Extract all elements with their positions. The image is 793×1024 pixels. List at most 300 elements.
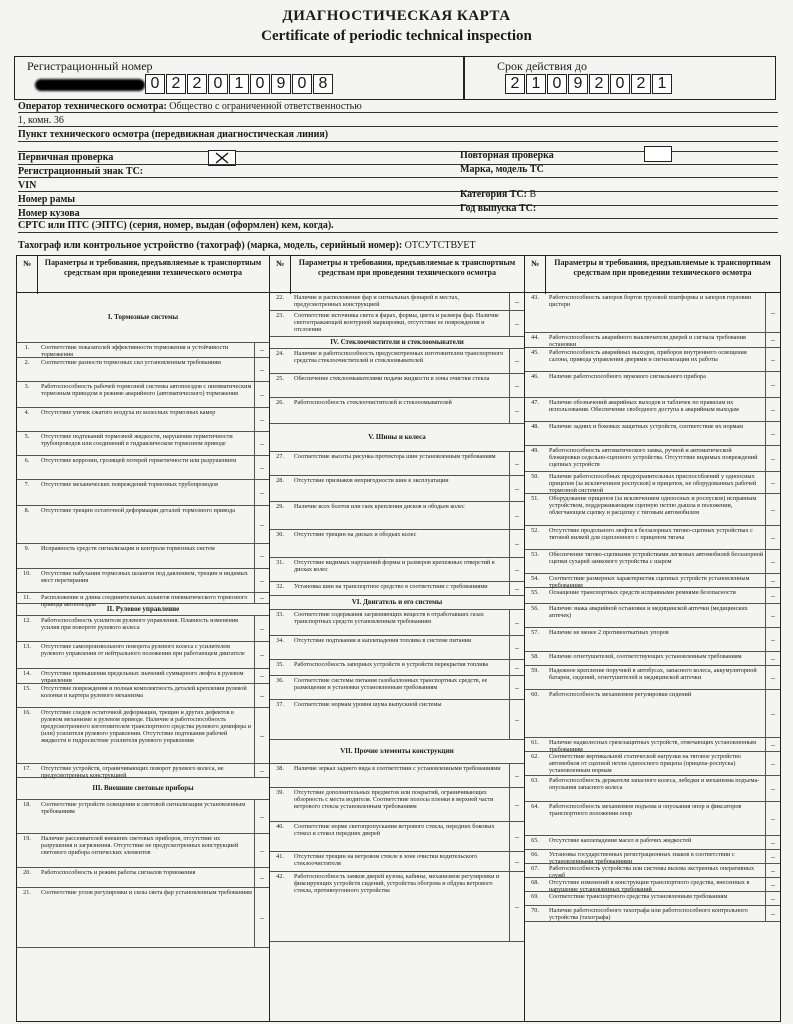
validity-digit: 9	[568, 74, 588, 94]
table-row	[525, 738, 780, 752]
row-mark: –	[509, 349, 524, 373]
validity-digit: 1	[652, 74, 672, 94]
row-number: 40.	[276, 823, 284, 830]
row-number: 7.	[24, 481, 30, 488]
row-mark: –	[509, 700, 524, 739]
row-number: 22.	[276, 294, 284, 301]
row-mark: –	[509, 582, 524, 595]
inspection-point-underline	[18, 141, 778, 142]
repeat-check-checkbox[interactable]	[644, 146, 672, 162]
row-number: 37.	[276, 701, 284, 708]
row-mark: –	[765, 864, 780, 877]
row-mark: –	[765, 666, 780, 689]
tachograph-label-text: Тахограф или контрольное устройство (тахограф) (марка, модель, серийный номер):	[18, 240, 403, 251]
table-row	[525, 604, 780, 628]
table-row	[270, 502, 524, 530]
row-requirement: Соответствие норме светопропускания ветрового стекла, передних боковых стекол и стекол передних дверей	[294, 823, 495, 837]
row-requirement: Наличие обозначений аварийных выходов и табличек по правилам их использования. Обеспечение свободного доступа к аварийным выходам	[549, 399, 739, 413]
table-row	[270, 582, 524, 596]
row-number: 58.	[531, 653, 539, 660]
row-number: 27.	[276, 453, 284, 460]
table-row	[525, 690, 780, 738]
row-requirement: Отсутствие продольного люфта в беззазорных тягово-сцепных устройствах с тяговой вилкой для сцепленного с прицепом тягача	[549, 527, 753, 541]
row-number: 13.	[23, 643, 31, 650]
table-row	[17, 868, 269, 888]
table-row	[270, 764, 524, 788]
validity-digit: 2	[631, 74, 651, 94]
table-row	[17, 506, 269, 544]
table-row	[270, 676, 524, 700]
row-line-4	[18, 205, 778, 206]
row-requirement: Соответствие транспортного средства установленным требованиям	[549, 893, 728, 900]
table-row	[270, 349, 524, 374]
row-requirement: Работоспособность аварийного выключателя дверей и сигнала требования остановки	[549, 334, 746, 348]
row-requirement: Наличие работоспособного тахографа или работоспособного контрольного устройства (тахографа)	[549, 907, 748, 921]
operator-value: Общество с ограниченной ответственностью	[169, 101, 362, 112]
row-mark: –	[254, 358, 269, 381]
table-row	[525, 628, 780, 652]
row-requirement: Оснащение транспортных средств исправными ремнями безопасности	[549, 589, 736, 596]
row-number: 17.	[23, 765, 31, 772]
section-heading: V. Шины и колеса	[270, 424, 524, 452]
row-number: 23.	[276, 312, 284, 319]
row-requirement: Работоспособность стеклоочистителей и стеклоомывателей	[294, 399, 452, 406]
row-number: 11.	[23, 594, 31, 601]
row-number: 48.	[531, 423, 539, 430]
row-mark: –	[254, 616, 269, 641]
row-number: 38.	[276, 765, 284, 772]
table-row	[270, 452, 524, 476]
row-requirement: Отсутствие коррозии, грозящей потерей герметичности или разрушением	[41, 457, 237, 464]
row-number: 31.	[276, 559, 284, 566]
table-column-2	[270, 256, 525, 1021]
table-row	[525, 550, 780, 574]
header-text: Параметры и требования, предъявляемые к транспортным средствам при проведении технического осмотра	[554, 258, 771, 277]
row-mark: –	[509, 764, 524, 787]
row-requirement: Работоспособность замков дверей кузова, кабины, механизмов регулировки и фиксирующих устройств сидений, устройства обогрева и обдува ветрового стекла, противоугонного устройства	[294, 873, 500, 894]
row-requirement: Установка шин на транспортное средство в соответствии с требованиями	[294, 583, 488, 590]
row-requirement: Отсутствие подтеканий тормозной жидкости, нарушения герметичности трубопроводов или соединений в гидравлическом тормозном приводе	[41, 433, 233, 447]
section-heading: II. Рулевое управление	[17, 604, 269, 616]
row-number: 35.	[276, 661, 284, 668]
make-model-label: Марка, модель ТС	[460, 164, 544, 175]
row-number: 1.	[24, 344, 30, 351]
row-mark: –	[509, 676, 524, 699]
registration-digit: 2	[166, 74, 186, 94]
row-mark: –	[254, 764, 269, 777]
row-requirement: Соответствие показателей эффективности торможения и устойчивости торможения	[41, 344, 229, 358]
registration-digit: 8	[313, 74, 333, 94]
row-number: 21.	[23, 889, 31, 896]
row-mark: –	[254, 669, 269, 683]
table-row	[17, 708, 269, 764]
row-number: 51.	[531, 495, 539, 502]
table-row	[525, 293, 780, 333]
registration-digit: 1	[229, 74, 249, 94]
row-mark: –	[509, 788, 524, 821]
category-label	[460, 189, 536, 200]
row-number: 57.	[531, 629, 539, 636]
table-row	[525, 836, 780, 850]
row-mark: –	[765, 776, 780, 801]
row-mark: –	[509, 872, 524, 941]
redaction-mark	[35, 79, 145, 91]
row-mark: –	[765, 422, 780, 445]
row-number: 65.	[531, 837, 539, 844]
row-number: 33.	[276, 611, 284, 618]
registration-digit: 2	[187, 74, 207, 94]
row-requirement: Наличие знака аварийной остановки и медицинской аптечки (медицинских аптечек)	[549, 605, 748, 619]
table-row	[525, 802, 780, 836]
operator-underline	[18, 112, 778, 113]
row-number: 12.	[23, 617, 31, 624]
row-mark: –	[765, 850, 780, 863]
table-row	[525, 446, 780, 472]
row-requirement: Наличие рассеивателей внешних световых приборов, отсутствие их разрушения и загрязнения. Отсутствие не предусмотренных конструкцией светового прибора оптических элементов	[41, 835, 239, 856]
row-number: 53.	[531, 551, 539, 558]
row-mark: –	[509, 530, 524, 557]
table-row	[17, 616, 269, 642]
table-row	[270, 822, 524, 852]
table-header	[525, 256, 780, 293]
row-mark: –	[509, 293, 524, 310]
row-mark: –	[254, 708, 269, 763]
row-number: 36.	[276, 677, 284, 684]
row-mark: –	[254, 544, 269, 568]
document-title: ДИАГНОСТИЧЕСКАЯ КАРТА	[282, 8, 511, 24]
table-header	[270, 256, 524, 293]
table-row	[525, 752, 780, 776]
row-requirement: Соответствие устройств освещения и световой сигнализации установленным требованиям	[41, 801, 246, 815]
table-row	[525, 398, 780, 422]
row-mark: –	[765, 738, 780, 751]
row-requirement: Установка государственных регистрационных знаков в соответствии с установленными требованиями	[549, 851, 735, 865]
row-mark: –	[509, 636, 524, 659]
table-row	[525, 892, 780, 906]
row-number: 46.	[531, 373, 539, 380]
row-requirement: Отсутствие каплепадения масел и рабочих жидкостей	[549, 837, 692, 844]
section-heading: IV. Стеклоочистители и стеклоомыватели	[270, 337, 524, 349]
row-number: 60.	[531, 691, 539, 698]
table-row	[270, 872, 524, 942]
category-value: В	[529, 189, 537, 200]
table-row	[525, 526, 780, 550]
row-requirement: Отсутствие самопроизвольного поворота рулевого колеса с усилителем рулевого управления от нейтрального положения при работающем двигателе	[41, 643, 245, 657]
category-label-text: Категория ТС:	[460, 189, 527, 200]
inspection-point-label: Пункт технического осмотра (передвижная диагностическая линия)	[18, 129, 329, 140]
row-mark: –	[509, 476, 524, 501]
table-row	[525, 494, 780, 526]
row-mark: –	[509, 398, 524, 423]
row-mark: –	[765, 802, 780, 835]
table-row	[525, 372, 780, 398]
row-requirement: Отсутствие видимых нарушений формы и размеров крепежных отверстий в дисках колес	[294, 559, 495, 573]
row-mark: –	[765, 836, 780, 849]
table-row	[270, 660, 524, 676]
registration-digit: 0	[292, 74, 312, 94]
row-number: 9.	[24, 545, 30, 552]
table-row	[17, 669, 269, 684]
row-requirement: Соответствие системы питания газобаллонных транспортных средств, ее размещения и установки установленным требованиям	[294, 677, 488, 691]
table-column-1	[17, 256, 270, 1021]
row-number: 68.	[531, 879, 539, 886]
row-mark: –	[509, 558, 524, 581]
row-number: 62.	[531, 753, 539, 760]
row-number: 16.	[23, 709, 31, 716]
row-requirement: Наличие не менее 2 противооткатных упоров	[549, 629, 669, 636]
row-mark: –	[765, 446, 780, 471]
row-requirement: Соответствие высоты рисунка протектора шин установленным требованиям	[294, 453, 496, 460]
row-number: 18.	[23, 801, 31, 808]
vin-label: VIN	[18, 180, 37, 191]
row-number: 64.	[531, 803, 539, 810]
row-mark: –	[509, 610, 524, 635]
operator-row	[18, 101, 362, 112]
row-number: 49.	[531, 447, 539, 454]
registration-number-box	[14, 56, 464, 100]
row-requirement: Надежное крепление поручней в автобусах, запасного колеса, аккумуляторной батареи, сидений, огнетушителей и медицинской аптечки	[549, 667, 757, 681]
row-mark: –	[509, 822, 524, 851]
row-requirement: Соответствие нормам уровня шума выпускной системы	[294, 701, 442, 708]
row-requirement: Работоспособность запоров бортов грузовой платформы и запоров горловин цистерн	[549, 294, 752, 308]
row-requirement: Отсутствие трещин на ветровом стекле в зоне очистки водительского стеклоочистителя	[294, 853, 478, 867]
row-number: 10.	[23, 570, 31, 577]
row-requirement: Отсутствие механических повреждений тормозных трубопроводов	[41, 481, 219, 488]
registration-number-label: Регистрационный номер	[27, 59, 153, 73]
table-row	[270, 374, 524, 398]
row-mark: –	[765, 574, 780, 587]
row-mark: –	[765, 526, 780, 549]
row-mark: –	[254, 506, 269, 543]
row-number: 15.	[23, 685, 31, 692]
row-number: 4.	[24, 409, 30, 416]
section-heading: I. Тормозные системы	[17, 293, 269, 343]
body-label: Номер кузова	[18, 208, 80, 219]
section-heading: III. Внешние световые приборы	[17, 778, 269, 800]
row-requirement: Отсутствие изменений в конструкции транспортного средства, внесенных в нарушение установленных требований	[549, 879, 750, 893]
row-number: 47.	[531, 399, 539, 406]
row-requirement: Отсутствие набухания тормозных шлангов под давлением, трещин и видимых мест перетирания	[41, 570, 248, 584]
row-number: 39.	[276, 789, 284, 796]
row-number: 32.	[276, 583, 284, 590]
row-number: 54.	[531, 575, 539, 582]
table-row	[17, 358, 269, 382]
header-text: Параметры и требования, предъявляемые к транспортным средствам при проведении технического осмотра	[44, 258, 262, 277]
row-requirement: Работоспособность усилителя рулевого управления. Плавность изменения усилия при повороте рулевого колеса	[41, 617, 238, 631]
tachograph-value: ОТСУТСТВУЕТ	[404, 240, 476, 251]
row-line-3	[18, 191, 778, 192]
row-requirement: Исправность средств сигнализации и контроля тормозных систем	[41, 545, 215, 552]
row-number: 30.	[276, 531, 284, 538]
tachograph-label	[18, 240, 476, 251]
row-number: 34.	[276, 637, 284, 644]
table-row	[17, 544, 269, 569]
row-requirement: Наличие работоспособных предохранительных приспособлений у одноосных прицепов (за исключением роспусков) и прицепов, не оборудованных рабочей тормозной системой	[549, 473, 757, 494]
row-number: 69.	[531, 893, 539, 900]
row-mark: –	[765, 604, 780, 627]
row-mark: –	[509, 452, 524, 475]
table-row	[17, 593, 269, 608]
row-mark: –	[254, 593, 269, 603]
row-mark: –	[254, 642, 269, 668]
primary-check-label: Первичная проверка	[18, 152, 114, 163]
validity-digit: 0	[610, 74, 630, 94]
table-row	[525, 878, 780, 892]
row-requirement: Работоспособность аварийных выходов, приборов внутреннего освещения салона, привода управления дверями и сигнализации их работы	[549, 349, 747, 363]
table-row	[270, 311, 524, 337]
section-heading: VII. Прочие элементы конструкции	[270, 740, 524, 764]
row-requirement: Работоспособность механизмов регулировки сидений	[549, 691, 692, 698]
row-requirement: Отсутствие устройств, ограничивающих поворот рулевого колеса, не предусмотренных конструкцией	[41, 765, 224, 779]
frame-label: Номер рамы	[18, 194, 76, 205]
row-mark: –	[254, 800, 269, 833]
header-number: №	[525, 256, 546, 294]
table-row	[525, 906, 780, 922]
table-row	[270, 530, 524, 558]
row-mark: –	[254, 432, 269, 455]
row-number: 3.	[24, 383, 30, 390]
row-mark: –	[254, 343, 269, 357]
row-requirement: Работоспособность устройства или системы вызова экстренных оперативных служб	[549, 865, 755, 879]
row-requirement: Наличие зеркал заднего вида в соответствии с установленными требованиями	[294, 765, 501, 772]
row-mark: –	[765, 652, 780, 665]
row-number: 56.	[531, 605, 539, 612]
row-mark: –	[254, 408, 269, 431]
operator-address: 1, комн. 36	[18, 115, 64, 126]
row-mark: –	[254, 480, 269, 505]
header-number: №	[270, 256, 291, 294]
row-mark: –	[765, 628, 780, 651]
row-requirement: Отсутствие признаков непригодности шин к эксплуатации	[294, 477, 449, 484]
row-number: 14.	[23, 670, 31, 677]
row-requirement: Работоспособность держателя запасного колеса, лебедки и механизма подъема-опускания запасного колеса	[549, 777, 760, 791]
row-mark: –	[765, 348, 780, 371]
row-mark: –	[254, 888, 269, 947]
validity-digit: 1	[526, 74, 546, 94]
table-row	[17, 764, 269, 778]
row-number: 25.	[276, 375, 284, 382]
table-row	[270, 293, 524, 311]
row-number: 5.	[24, 433, 30, 440]
row-mark: –	[765, 494, 780, 525]
validity-label: Срок действия до	[497, 59, 587, 73]
row-number: 63.	[531, 777, 539, 784]
row-requirement: Наличие всех болтов или гаек крепления дисков и ободьев колес	[294, 503, 465, 510]
registration-digits	[145, 74, 334, 94]
row-mark: –	[254, 382, 269, 407]
row-requirement: Отсутствие утечек сжатого воздуха из колесных тормозных камер	[41, 409, 216, 416]
table-row	[270, 398, 524, 424]
table-row	[17, 800, 269, 834]
table-row	[17, 480, 269, 506]
row-number: 52.	[531, 527, 539, 534]
table-row	[17, 642, 269, 669]
table-row	[17, 408, 269, 432]
table-row	[525, 652, 780, 666]
row-mark: –	[509, 502, 524, 529]
table-row	[17, 432, 269, 456]
row-mark: –	[765, 892, 780, 905]
registration-digit: 0	[208, 74, 228, 94]
row-mark: –	[765, 550, 780, 573]
row-mark: –	[509, 374, 524, 397]
table-row	[525, 422, 780, 446]
row-line-1	[18, 164, 778, 165]
row-number: 45.	[531, 349, 539, 356]
row-mark: –	[254, 834, 269, 867]
row-number: 59.	[531, 667, 539, 674]
repeat-check-label: Повторная проверка	[460, 150, 554, 161]
table-row	[17, 888, 269, 948]
row-mark: –	[254, 456, 269, 479]
row-requirement: Расположение и длина соединительных шлангов пневматического тормозного привода автопоездов	[41, 594, 248, 608]
table-header	[17, 256, 269, 293]
validity-digits	[505, 74, 673, 94]
row-requirement: Оборудование прицепов (за исключением одноосных и роспусков) исправным устройством, поддерживающим сцепную петлю дышла в положении, облегчающем сцепку и расцепку с тяговым автомобилем	[549, 495, 757, 516]
cross-mark-icon	[209, 151, 235, 165]
row-number: 55.	[531, 589, 539, 596]
row-mark: –	[254, 684, 269, 707]
table-row	[525, 472, 780, 494]
table-row	[270, 610, 524, 636]
row-requirement: Наличие задних и боковых защитных устройств, соответствие их нормам	[549, 423, 744, 430]
row-requirement: Наличие огнетушителей, соответствующих установленным требованиям	[549, 653, 742, 660]
table-row	[17, 382, 269, 408]
row-mark: –	[765, 588, 780, 603]
validity-digit: 2	[505, 74, 525, 94]
row-mark: –	[765, 906, 780, 921]
table-row	[525, 348, 780, 372]
validity-digit: 2	[589, 74, 609, 94]
row-number: 41.	[276, 853, 284, 860]
address-underline	[18, 126, 778, 127]
table-row	[270, 558, 524, 582]
row-requirement: Соответствие источника света в фарах, формы, цвета и размера фар. Наличие светоотражающей контурной маркировки, отсутствие ее повреждения и отслоения	[294, 312, 499, 333]
year-label: Год выпуска ТС:	[460, 203, 537, 214]
row-requirement: Отсутствие подтекания и каплепадения топлива в системе питания	[294, 637, 471, 644]
row-requirement: Работоспособность и режим работы сигналов торможения	[41, 869, 196, 876]
row-number: 2.	[24, 359, 30, 366]
row-mark: –	[765, 333, 780, 347]
table-row	[525, 588, 780, 604]
table-row	[525, 776, 780, 802]
inspection-table	[16, 255, 781, 1022]
row-number: 8.	[24, 507, 30, 514]
row-number: 61.	[531, 739, 539, 746]
registration-digit: 0	[145, 74, 165, 94]
row-mark: –	[765, 398, 780, 421]
row-requirement: Обеспечение стеклоомывателями подачи жидкости в зоны очистки стекла	[294, 375, 490, 382]
srts-label: СРТС или ПТС (ЭПТС) (серия, номер, выдан (оформлен) кем, когда).	[18, 220, 334, 231]
row-requirement: Отсутствие трещин остаточной деформации деталей тормозного привода	[41, 507, 235, 514]
row-number: 66.	[531, 851, 539, 858]
registration-digit: 0	[250, 74, 270, 94]
row-requirement: Отсутствие дополнительных предметов или покрытий, ограничивающих обзорность с места водителя. Соответствие полосы пленки в верхней части ветрового стекла установленным требованиям	[294, 789, 494, 810]
table-row	[525, 574, 780, 588]
operator-label: Оператор технического осмотра:	[18, 101, 167, 112]
row-number: 67.	[531, 865, 539, 872]
row-mark: –	[765, 472, 780, 493]
row-number: 70.	[531, 907, 539, 914]
row-line-5	[18, 218, 778, 219]
row-mark: –	[765, 293, 780, 332]
row-mark: –	[254, 569, 269, 592]
table-row	[525, 850, 780, 864]
document-subtitle: Certificate of periodic technical inspection	[261, 28, 532, 44]
row-number: 26.	[276, 399, 284, 406]
row-number: 29.	[276, 503, 284, 510]
row-number: 20.	[23, 869, 31, 876]
